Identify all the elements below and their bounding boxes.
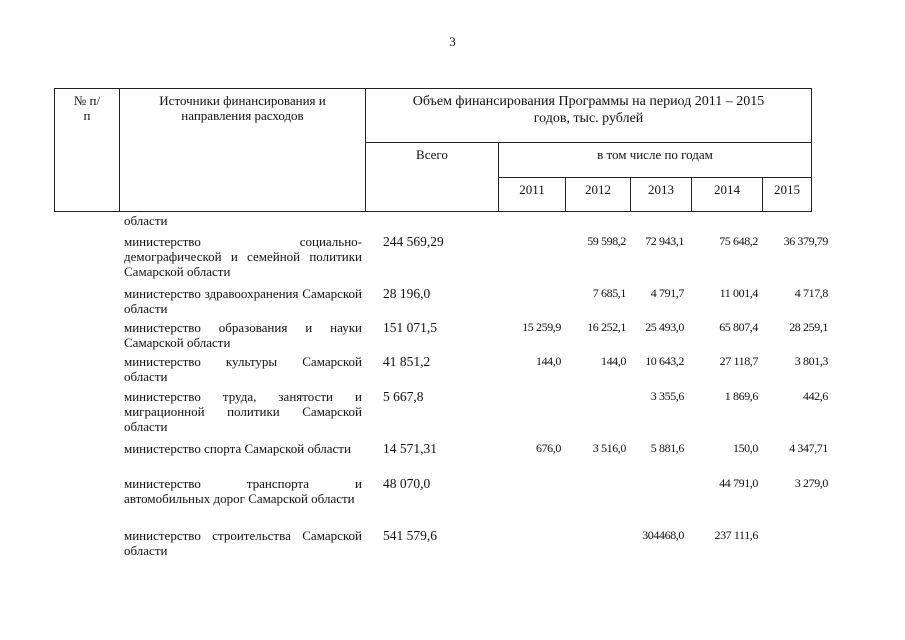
table-row	[0, 354, 905, 389]
row-value-2013: 72 943,1	[645, 234, 684, 248]
row-value-2011: 676,0	[535, 441, 561, 455]
row-value-2014: 237 111,6	[714, 528, 758, 542]
table-row	[0, 320, 905, 354]
row-value-2015: 442,6	[802, 389, 828, 403]
header-number-label: № п/п	[73, 93, 101, 123]
table-row	[0, 441, 905, 476]
row-value-2011: 15 259,9	[522, 320, 561, 334]
header-year-2012	[565, 177, 631, 212]
header-year-2015	[762, 177, 812, 212]
row-source-name: министерство транспорта и автомобильных дорог Самарской области	[124, 476, 362, 506]
table-row	[0, 476, 905, 528]
header-year-2013	[630, 177, 692, 212]
row-value-2011: 144,0	[535, 354, 561, 368]
row-total: 244 569,29	[383, 234, 444, 249]
row-value-2014: 65 807,4	[719, 320, 758, 334]
row-value-2012: 7 685,1	[592, 286, 626, 300]
row-total: 41 851,2	[383, 354, 431, 369]
header-year-2011	[498, 177, 566, 212]
row-source-name: министерство строительства Самарской области	[124, 528, 362, 558]
row-total: 14 571,31	[383, 441, 437, 456]
row-value-2015: 36 379,79	[783, 234, 828, 248]
header-total-label: Всего	[416, 147, 448, 162]
header-cell-volume	[365, 88, 812, 143]
header-cell-total	[365, 142, 499, 212]
row-total: 48 070,0	[383, 476, 431, 491]
header-cell-by-years	[498, 142, 812, 178]
row-source-name: области	[124, 213, 168, 228]
row-value-2015: 4 347,71	[789, 441, 828, 455]
table-row	[0, 528, 905, 564]
header-year-label: 2013	[648, 182, 674, 197]
header-volume-label: Объем финансирования Программы на период 2011 – 2015 годов, тыс. рублей	[412, 94, 765, 126]
row-value-2014: 27 118,7	[719, 354, 758, 368]
row-value-2012: 144,0	[600, 354, 626, 368]
row-value-2013: 3 355,6	[650, 389, 684, 403]
table-row	[0, 286, 905, 320]
header-year-2014	[691, 177, 763, 212]
row-value-2014: 150,0	[732, 441, 758, 455]
row-value-2014: 11 001,4	[719, 286, 758, 300]
row-value-2013: 10 643,2	[645, 354, 684, 368]
table-row	[0, 213, 905, 234]
row-value-2015: 3 801,3	[794, 354, 828, 368]
row-value-2015: 28 259,1	[789, 320, 828, 334]
header-cell-source	[119, 88, 366, 212]
row-source-name: министерство здравоохранения Самарской области	[124, 286, 362, 316]
row-value-2012: 16 252,1	[587, 320, 626, 334]
row-source-name: министерство образования и науки Самарской области	[124, 320, 362, 350]
table-row	[0, 389, 905, 441]
row-value-2013: 4 791,7	[650, 286, 684, 300]
row-value-2014: 75 648,2	[719, 234, 758, 248]
row-source-name: министерство спорта Самарской области	[124, 441, 351, 456]
header-year-label: 2014	[714, 182, 740, 197]
table-row	[0, 234, 905, 286]
row-value-2013: 304468,0	[642, 528, 684, 542]
row-value-2015: 4 717,8	[794, 286, 828, 300]
row-value-2015: 3 279,0	[794, 476, 828, 490]
row-value-2012: 3 516,0	[592, 441, 626, 455]
row-total: 5 667,8	[383, 389, 424, 404]
page-number: 3	[449, 34, 456, 49]
row-value-2013: 5 881,6	[650, 441, 684, 455]
header-cell-number	[54, 88, 120, 212]
row-value-2014: 1 869,6	[724, 389, 758, 403]
row-value-2014: 44 791,0	[719, 476, 758, 490]
header-by-years-label: в том числе по годам	[597, 147, 713, 162]
row-total: 151 071,5	[383, 320, 437, 335]
row-source-name: министерство труда, занятости и миграционной политики Самарской области	[124, 389, 362, 434]
header-source-label: Источники финансирования и направления расходов	[159, 93, 326, 123]
row-source-name: министерство культуры Самарской области	[124, 354, 362, 384]
header-year-label: 2011	[519, 182, 545, 197]
row-total: 541 579,6	[383, 528, 437, 543]
row-total: 28 196,0	[383, 286, 431, 301]
row-value-2013: 25 493,0	[645, 320, 684, 334]
header-year-label: 2015	[774, 182, 800, 197]
table-body	[0, 213, 905, 564]
row-value-2012: 59 598,2	[587, 234, 626, 248]
row-source-name: министерство социально-демографической и семейной политики Самарской области	[124, 234, 362, 279]
header-year-label: 2012	[585, 182, 611, 197]
